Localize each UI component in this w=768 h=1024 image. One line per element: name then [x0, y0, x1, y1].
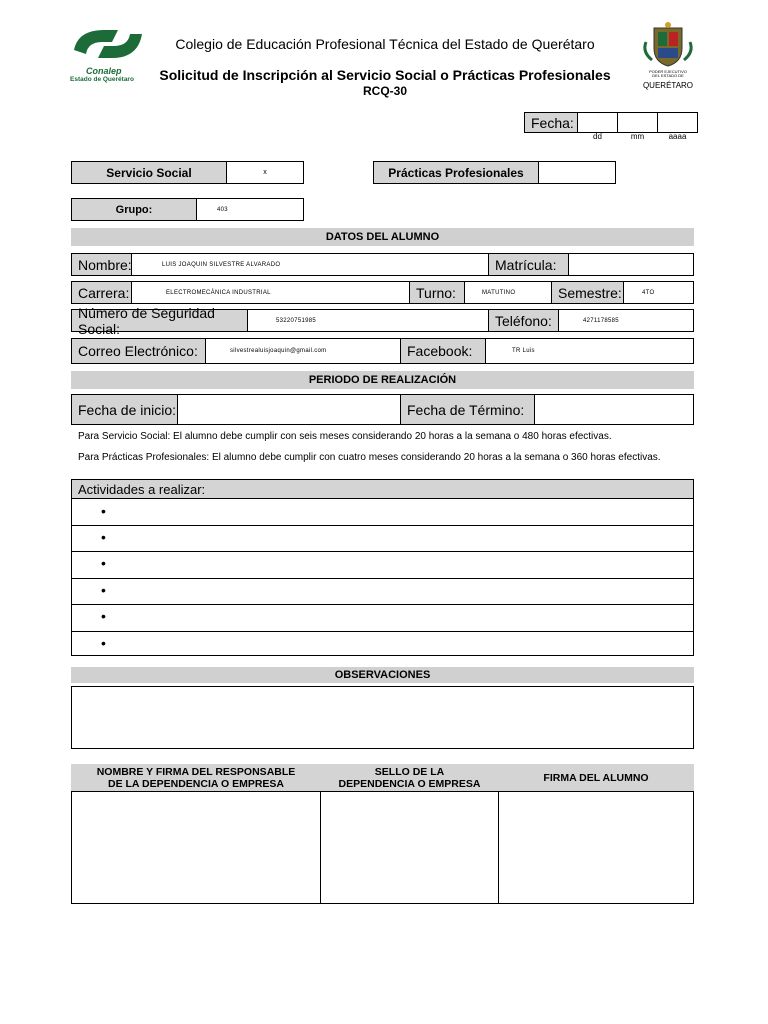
- bullet-icon: •: [101, 529, 106, 545]
- fecha-aaaa-field[interactable]: [657, 112, 698, 133]
- responsable-header: NOMBRE Y FIRMA DEL RESPONSABLE DE LA DEPENDENCIA O EMPRESA: [96, 766, 296, 790]
- servicio-social-label: Servicio Social: [71, 161, 227, 184]
- matricula-field[interactable]: [568, 253, 694, 276]
- correo-label: Correo Electrónico:: [71, 338, 206, 364]
- nss-field[interactable]: 53220751985: [247, 309, 489, 332]
- nota-practicas: Para Prácticas Profesionales: El alumno debe cumplir con cuatro meses considerando 20 horas a la semana o 360 horas efectivas.: [78, 452, 661, 463]
- telefono-field[interactable]: 4271178585: [558, 309, 694, 332]
- bullet-icon: •: [101, 608, 106, 624]
- form-title: Solicitud de Inscripción al Servicio Social o Prácticas Profesionales: [159, 67, 611, 83]
- matricula-label: Matrícula:: [488, 253, 569, 276]
- facebook-label: Facebook:: [400, 338, 486, 364]
- form-code: RCQ-30: [362, 84, 407, 98]
- fecha-inicio-field[interactable]: [177, 394, 401, 425]
- carrera-label: Carrera:: [71, 281, 132, 304]
- sello-header: SELLO DE LA DEPENDENCIA O EMPRESA: [338, 766, 481, 790]
- turno-label: Turno:: [409, 281, 465, 304]
- fecha-label: Fecha:: [524, 112, 578, 133]
- fecha-dd-caption: dd: [593, 132, 602, 141]
- conalep-logo-subtext: Estado de Querétaro: [70, 76, 134, 83]
- actividades-header: Actividades a realizar:: [71, 479, 694, 499]
- fecha-inicio-label: Fecha de inicio:: [71, 394, 178, 425]
- observaciones-field[interactable]: [71, 686, 694, 749]
- grupo-field[interactable]: 403: [196, 198, 304, 221]
- actividades-list: [71, 498, 694, 656]
- queretaro-shield-icon: [640, 22, 696, 68]
- queretaro-logo-label: QUERÉTARO: [642, 81, 694, 90]
- responsable-signature-box[interactable]: [71, 791, 321, 904]
- conalep-logo: [68, 20, 148, 90]
- firma-alumno-box[interactable]: [498, 791, 694, 904]
- semestre-field[interactable]: 4TO: [623, 281, 694, 304]
- list-item[interactable]: [72, 499, 693, 526]
- datos-alumno-header: DATOS DEL ALUMNO: [71, 228, 694, 246]
- facebook-field[interactable]: TR Luis: [485, 338, 694, 364]
- queretaro-logo: [640, 22, 696, 92]
- grupo-label: Grupo:: [71, 198, 197, 221]
- servicio-social-checkbox[interactable]: x: [226, 161, 304, 184]
- list-item[interactable]: [72, 525, 693, 552]
- list-item[interactable]: [72, 604, 693, 632]
- correo-field[interactable]: silvestrealuisjoaquin@gmail.com: [205, 338, 401, 364]
- sello-box[interactable]: [320, 791, 499, 904]
- fecha-dd-field[interactable]: [577, 112, 618, 133]
- queretaro-logo-small-text: PODER EJECUTIVO DEL ESTADO DE: [649, 69, 687, 78]
- nss-label: Número de Seguridad Social:: [71, 309, 248, 332]
- bullet-icon: •: [101, 555, 106, 571]
- observaciones-header: OBSERVACIONES: [71, 667, 694, 683]
- fecha-mm-caption: mm: [630, 132, 645, 141]
- list-item[interactable]: [72, 578, 693, 605]
- bullet-icon: •: [101, 503, 106, 519]
- bullet-icon: •: [101, 635, 106, 651]
- conalep-logo-text: Conalep: [86, 66, 122, 76]
- nota-servicio-social: Para Servicio Social: El alumno debe cumplir con seis meses considerando 20 horas a la semana o 480 horas efectivas.: [78, 431, 612, 442]
- conalep-emblem-icon: [68, 20, 148, 68]
- bullet-icon: •: [101, 582, 106, 598]
- semestre-label: Semestre:: [551, 281, 624, 304]
- telefono-label: Teléfono:: [488, 309, 559, 332]
- fecha-aaaa-caption: aaaa: [668, 132, 687, 141]
- periodo-header: PERIODO DE REALIZACIÓN: [71, 371, 694, 389]
- fecha-termino-field[interactable]: [534, 394, 694, 425]
- practicas-label: Prácticas Profesionales: [373, 161, 539, 184]
- turno-field[interactable]: MATUTINO: [464, 281, 552, 304]
- nombre-label: Nombre:: [71, 253, 132, 276]
- carrera-field[interactable]: ELECTROMECÁNICA INDUSTRIAL: [131, 281, 410, 304]
- nombre-field[interactable]: LUIS JOAQUIN SILVESTRE ALVARADO: [131, 253, 489, 276]
- fecha-mm-field[interactable]: [617, 112, 658, 133]
- list-item[interactable]: [72, 631, 693, 655]
- practicas-checkbox[interactable]: [538, 161, 616, 184]
- list-item[interactable]: [72, 551, 693, 579]
- institution-name: Colegio de Educación Profesional Técnica del Estado de Querétaro: [175, 36, 595, 52]
- firma-alumno-header: FIRMA DEL ALUMNO: [543, 772, 649, 784]
- fecha-termino-label: Fecha de Término:: [400, 394, 535, 425]
